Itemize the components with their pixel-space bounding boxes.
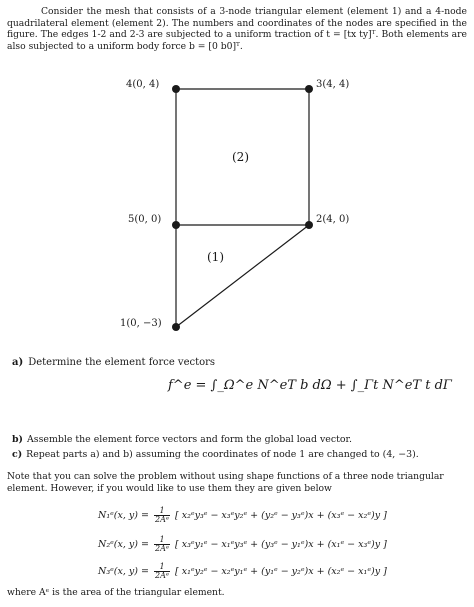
area-definition: where Aᵉ is the area of the triangular element. [7,587,225,598]
node-4-label: 4(0, 4) [126,79,160,90]
element-2-label: (2) [232,150,249,164]
node-4 [172,85,180,93]
fraction: $\frac{1}{\text{2Aᵉ}}$ [155,562,169,580]
shape-function-2-rhs: [ x₃ᵉy₁ᵉ − x₁ᵉy₃ᵉ + (y₃ᵉ − y₁ᵉ)x + (x₁ᵉ − x₃ᵉ)y ] [175,539,387,550]
fraction: $\frac{1}{\text{2Aᵉ}}$ [155,506,169,524]
problem-statement: Consider the mesh that consists of a 3-node triangular element (element 1) and a 4-node quadrilateral element (element 2). The numbers and coordinates of the nodes are specified in the figure. The edges 1-2 and 2-3 are subjected to a uniform traction of t = [tx ty]ᵀ. Both elements are also subjected to a uniform body force b = [0 b0]ᵀ. [7,6,467,52]
node-2-label: 2(4, 0) [316,214,350,225]
node-5 [172,221,180,229]
question-b [12,434,352,445]
shape-function-2 [98,536,387,553]
node-1 [172,323,180,331]
question-c-text: Repeat parts a) and b) assuming the coordinates of node 1 are changed to (4, −3). [26,449,419,460]
question-c [12,449,419,460]
edge-2-1 [176,225,309,327]
shape-function-3-rhs: [ x₁ᵉy₂ᵉ − x₂ᵉy₁ᵉ + (y₁ᵉ − y₂ᵉ)x + (x₂ᵉ − x₁ᵉ)y ] [175,566,387,577]
note-paragraph: Note that you can solve the problem without using shape functions of a three node triangular element. However, if you would like to use them they are given below [7,471,444,494]
shape-function-2-lhs: N₂ᵉ(x, y) = [98,539,149,550]
mesh-figure [0,60,474,340]
fraction: $\frac{1}{\text{2Aᵉ}}$ [155,535,169,553]
shape-function-1-lhs: N₁ᵉ(x, y) = [98,510,149,521]
shape-function-3 [98,563,387,580]
node-3 [305,85,313,93]
question-b-tag: b) [12,434,23,445]
shape-function-1-rhs: [ x₂ᵉy₃ᵉ − x₃ᵉy₂ᵉ + (y₂ᵉ − y₃ᵉ)x + (x₃ᵉ − x₂ᵉ)y ] [175,510,387,521]
question-b-text: Assemble the element force vectors and form the global load vector. [27,434,352,445]
question-a-tag: a) [12,357,24,368]
element-1-label: (1) [207,250,224,264]
question-c-tag: c) [12,449,23,460]
shape-function-1 [98,507,387,524]
node-3-label: 3(4, 4) [316,79,350,90]
shape-function-3-lhs: N₃ᵉ(x, y) = [98,566,149,577]
node-2 [305,221,313,229]
force-vector-formula: f^e = ∫_Ω^e N^eT b dΩ + ∫_Γt N^eT t dΓ [168,378,452,393]
question-a [12,357,215,368]
node-5-label: 5(0, 0) [128,214,162,225]
question-a-text: Determine the element force vectors [28,357,216,368]
node-1-label: 1(0, −3) [120,318,162,329]
